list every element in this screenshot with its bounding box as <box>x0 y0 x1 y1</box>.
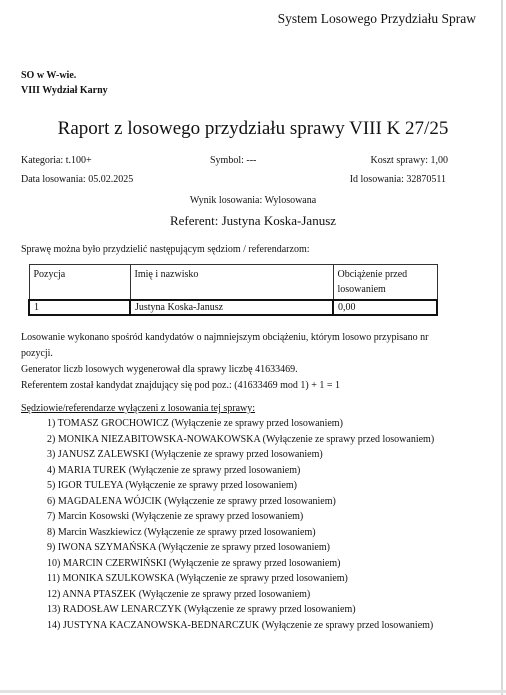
list-item: 4) MARIA TUREK (Wyłączenie ze sprawy przed losowaniem) <box>47 464 301 476</box>
list-item: 6) MAGDALENA WÓJCIK (Wyłączenie ze sprawy przed losowaniem) <box>47 495 336 507</box>
note-line-1: Losowanie wykonano spośród kandydatów o najmniejszym obciążeniu, którym losowo przypisano nr <box>21 332 429 343</box>
list-item: 3) JANUSZ ZALEWSKI (Wyłączenie ze sprawy przed losowaniem) <box>47 449 323 460</box>
page-edge-bottom <box>0 690 506 693</box>
column-header-position: Pozycja <box>29 265 130 301</box>
referent-name: Referent: Justyna Koska-Janusz <box>169 213 337 228</box>
list-item: 8) Marcin Waszkiewicz (Wyłączenie ze sprawy przed losowaniem) <box>47 526 316 538</box>
court-name: SO w W-wie. <box>21 70 77 81</box>
category-field: Kategoria: t.100+ <box>21 155 92 166</box>
list-item: 13) RADOSŁAW LENARCZYK (Wyłączenie ze sprawy przed losowaniem) <box>47 604 356 615</box>
list-item: 1) TOMASZ GROCHOWICZ (Wyłączenie ze sprawy przed losowaniem) <box>47 418 343 429</box>
report-title: Raport z losowego przydziału sprawy VIII K 27/25 <box>57 118 449 139</box>
system-title: System Losowego Przydziału Spraw <box>277 11 476 26</box>
cell-load: 0,00 <box>333 300 437 315</box>
cost-field: Koszt sprawy: 1,00 <box>370 155 448 166</box>
list-item: 14) JUSTYNA KACZANOWSKA-BEDNARCZUK (Wyłączenie ze sprawy przed losowaniem) <box>47 619 434 631</box>
cell-name: Justyna Koska-Janusz <box>130 300 333 315</box>
list-item: 11) MONIKA SZULKOWSKA (Wyłączenie ze sprawy przed losowaniem) <box>47 573 348 584</box>
draw-id-field: Id losowania: 32870511 <box>349 174 446 185</box>
cell-position: 1 <box>29 300 130 315</box>
court-info <box>21 68 108 98</box>
list-item: 10) MARCIN CZERWIŃSKI (Wyłączenie ze sprawy przed losowaniem) <box>47 557 341 569</box>
draw-result: Wynik losowania: Wylosowana <box>189 195 317 206</box>
list-item: 9) IWONA SZYMAŃSKA (Wyłączenie ze sprawy przed losowaniem) <box>47 542 330 553</box>
excluded-judges-list <box>47 416 467 633</box>
note-line-2: pozycji. <box>21 348 53 359</box>
notes-paragraph <box>21 330 428 394</box>
eligible-judges-table <box>28 264 438 316</box>
list-item: 12) ANNA PTASZEK (Wyłączenie ze sprawy przed losowaniem) <box>47 588 311 600</box>
list-item: 5) IGOR TULEYA (Wyłączenie ze sprawy przed losowaniem) <box>47 480 297 491</box>
page-edge-right <box>501 0 503 695</box>
column-header-load: Obciążenie przed losowaniem <box>333 265 437 301</box>
list-item: 2) MONIKA NIEZABITOWSKA-NOWAKOWSKA (Wyłączenie ze sprawy przed losowaniem) <box>47 433 435 445</box>
table-header-row <box>29 265 437 301</box>
table-row <box>29 300 437 315</box>
column-header-name: Imię i nazwisko <box>130 265 333 301</box>
symbol-field: Symbol: --- <box>210 155 257 166</box>
draw-date-field: Data losowania: 05.02.2025 <box>21 174 134 185</box>
excluded-judges-title: Sędziowie/referendarze wyłączeni z losowania tej sprawy: <box>21 403 256 414</box>
list-item: 7) Marcin Kosowski (Wyłączenie ze sprawy przed losowaniem) <box>47 511 304 522</box>
eligible-judges-label: Sprawę można było przydzielić następującym sędziom / referendarzom: <box>21 244 310 255</box>
note-line-4: Referentem został kandydat znajdujący się pod poz.: (41633469 mod 1) + 1 = 1 <box>21 380 340 391</box>
note-line-3: Generator liczb losowych wygenerował dla sprawy liczbę 41633469. <box>21 364 298 375</box>
court-division: VIII Wydział Karny <box>21 85 108 96</box>
